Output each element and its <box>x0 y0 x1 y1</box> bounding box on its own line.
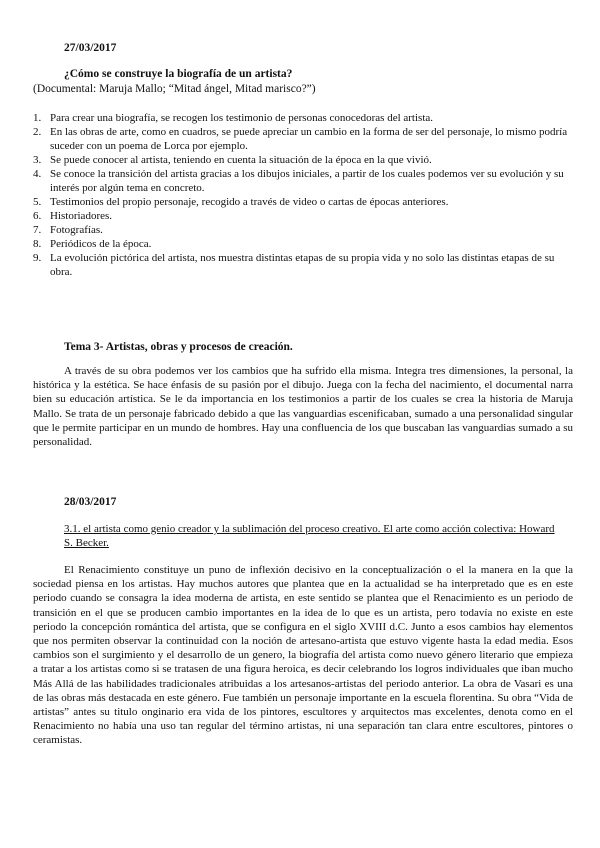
list-item: 4. Se conoce la transición del artista gracias a los dibujos iniciales, a partir de los cuales podemos ver su evolución y su interés por algún tema en concreto. <box>33 168 564 194</box>
renaissance-paragraph: El Renacimiento constituye un puno de inflexión decisivo en la conceptualización o el la manera en la que la sociedad piensa en los artistas. Hay muchos autores que plantea que en la actualidad se ha interpretado que es en este periodo cuando se consagra la idea moderna de artista, en este sentido se plantea que el Renacimiento es un periodo de transición en el que se producen cambio importantes en la idea de lo que es un artista, pero todavía no existe en este periodo la concepción romántica del artista, que se configura en el siglo XVIII d.C. Junto a esos cambios hay elementos que nos permiten observar la continuidad con la noción de artesano-artista que estuvo vigente hasta la edad media. Esos cambios son el surgimiento y el desarrollo de un genero, la biografía del artista como nuevo género literario que empieza a tratar a los artistas como si se tratasen de una figura heroica, es decir celebrando los logros individuales que iban mucho Más Allá de las habilidades tradicionales atribuidas a los artesanos-artistas del periodo anterior. La obra de Vasari es una de las obras más destacada en este género. Fue también un personaje importante en la escuela florentina. Su obra “Vida de artistas” antes su titulo onginario era vida de los pintores, escultores y arquitectos mas excelentes, denota como en el Renacimiento no había una uso tan regular del término artistas, ni una separación tan clara entre escultores, pintores o ceramistas. <box>33 564 573 747</box>
list-item: 9. La evolución pictórica del artista, nos muestra distintas etapas de su propia vida y no solo las distintas etapas de su obra. <box>33 252 555 278</box>
date-heading-1: 27/03/2017 <box>64 42 117 54</box>
section-title-1: ¿Cómo se construye la biografía de un artista? <box>64 68 293 80</box>
list-item: 8. Periódicos de la época. <box>33 238 152 250</box>
date-heading-2: 28/03/2017 <box>64 496 117 508</box>
list-item: 2. En las obras de arte, como en cuadros, se puede apreciar un cambio en la forma de ser del personaje, lo mismo podría suceder con un poema de Lorca por ejemplo. <box>33 126 568 152</box>
numbered-list <box>33 111 573 279</box>
list-item: 5. Testimonios del propio personaje, recogido a través de video o cartas de épocas anteriores. <box>33 196 449 208</box>
list-item: 1. Para crear una biografía, se recogen los testimonio de personas conocedoras del artista. <box>33 112 434 124</box>
list-item: 7. Fotografías. <box>33 224 103 236</box>
list-item: 6. Historiadores. <box>33 210 113 222</box>
list-item: 3. Se puede conocer al artista, teniendo en cuenta la situación de la época en la que vivió. <box>33 154 432 166</box>
documentary-subtitle: (Documental: Maruja Mallo; “Mitad ángel, Mitad marisco?”) <box>33 83 316 95</box>
topic-heading: Tema 3- Artistas, obras y procesos de creación. <box>64 341 293 353</box>
topic-paragraph: A través de su obra podemos ver los cambios que ha sufrido ella misma. Integra tres dimensiones, la personal, la histórica y la estética. Se hace énfasis de su pasión por el dibujo. Juega con la fecha del nacimiento, el documental narra bien su educación artística. Se le da importancia en los testimonios a partir de los cuales se crea la historia de Maruja Mallo. Se trata de un personaje fabricado debido a que las vanguardias escenificaban, sumado a una personalidad singular que le permite participar en un mundo de hombres. Hay una confluencia de los que buscaban las vanguardias sumado a su personalidad. <box>33 365 573 449</box>
section-title-2: 3.1. el artista como genio creador y la sublimación del proceso creativo. El arte como acción colectiva: Howard S. Becker. <box>64 523 555 550</box>
